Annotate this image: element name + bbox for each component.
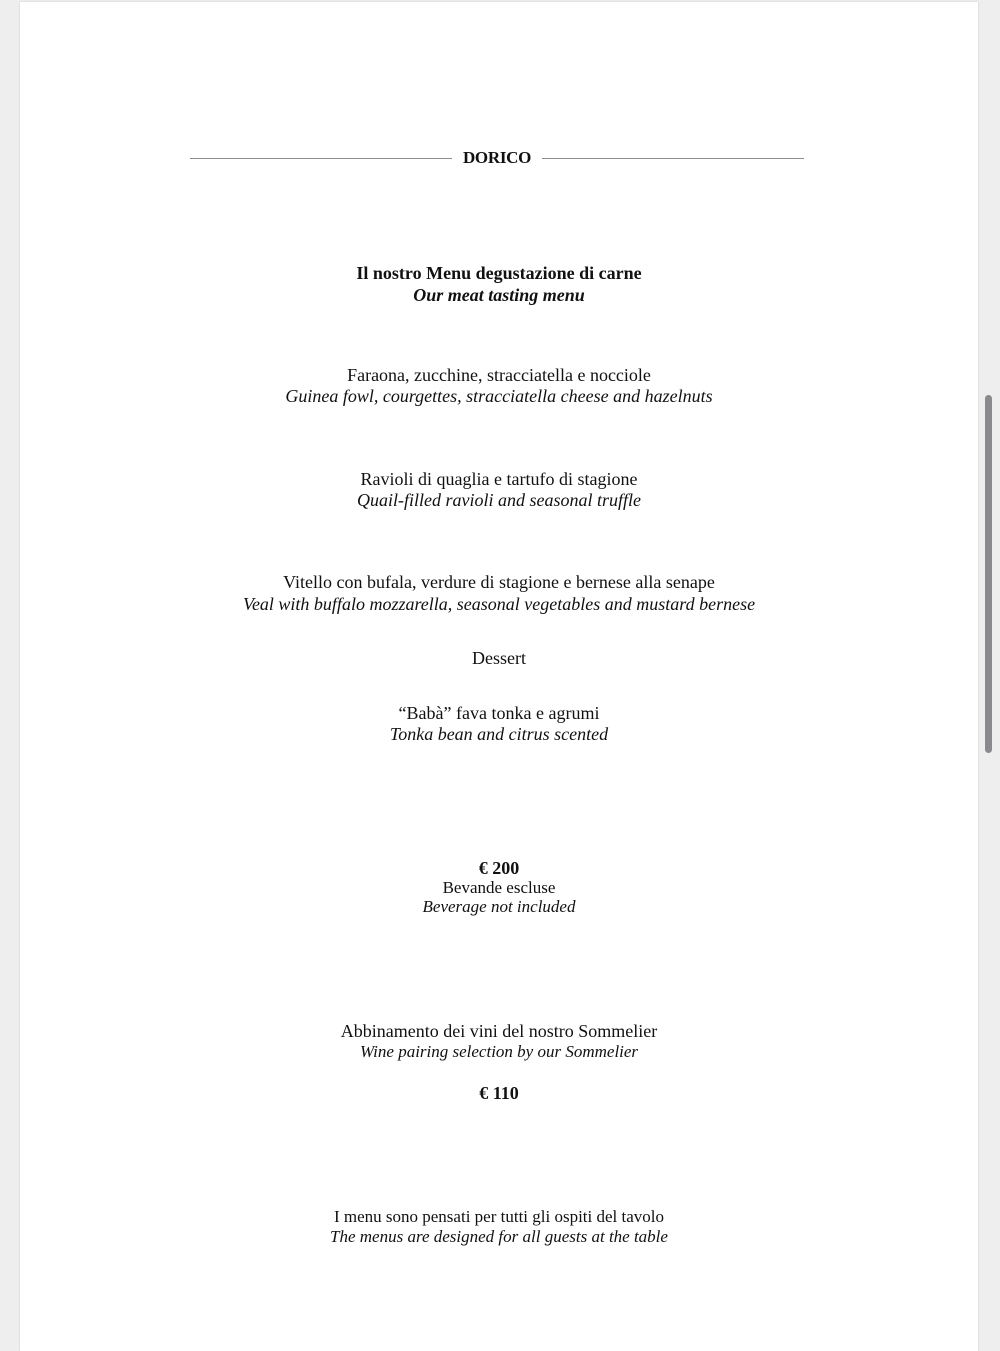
footer-note-it: I menu sono pensati per tutti gli ospiti del tavolo [333, 1207, 665, 1226]
vertical-scrollbar[interactable] [985, 395, 992, 753]
menu-price: € 200 [478, 858, 520, 878]
beverage-note-it: Bevande escluse [442, 878, 556, 897]
brand-name: DORICO [462, 148, 532, 167]
wine-pairing-price: € 110 [479, 1083, 519, 1103]
dessert-heading: Dessert [472, 648, 526, 668]
course-1-it: Faraona, zucchine, stracciatella e nocciole [347, 365, 651, 385]
beverage-note-en: Beverage not included [422, 897, 576, 916]
header-rule-right [542, 158, 804, 159]
menu-title-it: Il nostro Menu degustazione di carne [356, 263, 642, 283]
menu-title-en: Our meat tasting menu [413, 285, 585, 305]
wine-pairing-it: Abbinamento dei vini del nostro Sommelier [340, 1021, 658, 1041]
header-rule-left [190, 158, 452, 159]
dessert-it: “Babà” fava tonka e agrumi [398, 703, 600, 723]
footer-note-en: The menus are designed for all guests at the table [330, 1227, 668, 1246]
course-3-it: Vitello con bufala, verdure di stagione e bernese alla senape [283, 572, 715, 592]
course-3-en: Veal with buffalo mozzarella, seasonal vegetables and mustard bernese [242, 594, 756, 614]
menu-page [20, 2, 978, 1351]
course-2-en: Quail-filled ravioli and seasonal truffle [357, 490, 641, 510]
wine-pairing-en: Wine pairing selection by our Sommelier [359, 1042, 639, 1061]
dessert-en: Tonka bean and citrus scented [389, 724, 609, 744]
page-header [190, 148, 804, 170]
course-1-en: Guinea fowl, courgettes, stracciatella cheese and hazelnuts [285, 386, 713, 406]
course-2-it: Ravioli di quaglia e tartufo di stagione [360, 469, 638, 489]
